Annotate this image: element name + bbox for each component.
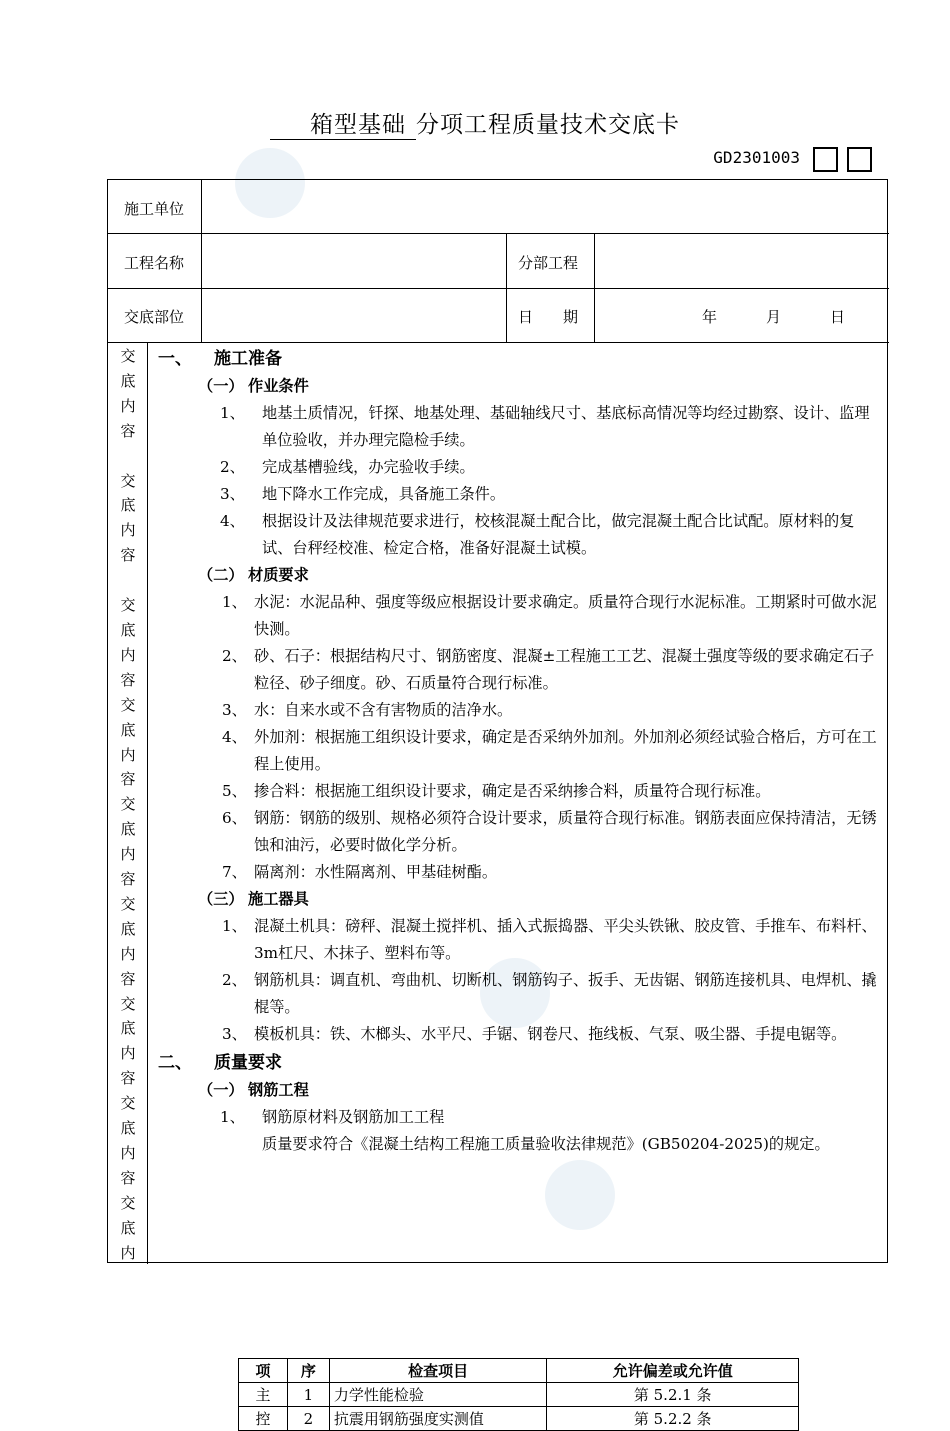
side-label-char: 容 [120, 969, 136, 988]
table-row [239, 1407, 799, 1431]
division-label: 分部工程 [518, 254, 579, 272]
side-label-char: 底 [120, 820, 136, 839]
column-header: 允许偏差或允许值 [547, 1359, 799, 1383]
list-item: 2、 完成基槽验线，办完验收手续。 [220, 458, 475, 476]
material-requirements-list [158, 589, 882, 886]
seq-cell: 1 [287, 1383, 329, 1407]
subsection-heading: （二） 材质要求 [198, 566, 309, 584]
handover-form [107, 179, 888, 1428]
handover-part-label: 交底部位 [124, 308, 185, 326]
side-label-char: 底 [120, 371, 136, 390]
side-label-char: 交 [120, 1094, 136, 1113]
tools-list [158, 913, 882, 1048]
side-label-char: 内 [120, 745, 136, 764]
side-label-char: 内 [120, 645, 136, 664]
section-heading: 二、 质量要求 [158, 1053, 282, 1073]
side-label-char: 内 [120, 521, 136, 540]
work-conditions-list [158, 400, 882, 562]
project-name-label: 工程名称 [124, 254, 185, 272]
column-header: 序 [287, 1359, 329, 1383]
side-label-char [108, 568, 148, 593]
group-label: 主 [239, 1383, 288, 1407]
table-header-row [239, 1359, 799, 1383]
side-label-char: 交 [120, 695, 136, 714]
subsection-heading: （一） 作业条件 [198, 377, 309, 395]
document-title [0, 106, 950, 140]
side-label-char: 容 [120, 1069, 136, 1088]
side-label-char: 容 [120, 670, 136, 689]
side-label-char: 底 [120, 1019, 136, 1038]
side-label-char: 容 [120, 770, 136, 789]
table-row [239, 1383, 799, 1407]
project-type: 箱型基础 [270, 106, 416, 140]
side-label-char: 交 [120, 894, 136, 913]
date-month: 月 [766, 308, 782, 326]
list-item: 4、 外加剂：根据施工组织设计要求，确定是否采纳外加剂。外加剂必须经试验合格后，方可在工程上使用。 [222, 728, 877, 773]
side-label-char: 交 [120, 347, 136, 365]
list-item: 1、 地基土质情况，钎探、地基处理、基础轴线尺寸、基底标高情况等均经过勘察、设计、监理单位验收，并办理完隐检手续。 [220, 404, 870, 449]
side-label-column [108, 344, 148, 1266]
date-year: 年 [702, 308, 718, 326]
list-item: 2、 砂、石子：根据结构尺寸、钢筋密度、混凝±工程施工工艺、混凝土强度等级的要求确定石子粒径、砂子细度。砂、石质量符合现行标准。 [222, 647, 875, 692]
list-item: 3、 模板机具：铁、木榔头、水平尺、手锯、钢卷尺、拖线板、气泵、吸尘器、手提电锯等。 [222, 1025, 847, 1043]
side-label-char: 交 [120, 596, 136, 615]
side-label-char: 底 [120, 720, 136, 739]
section-heading: 一、 施工准备 [158, 349, 282, 369]
subsection-heading: （三） 施工器具 [198, 890, 309, 908]
column-header: 检查项目 [329, 1359, 547, 1383]
seq-cell: 2 [287, 1407, 329, 1431]
checkbox[interactable] [847, 147, 872, 172]
quality-requirement-paragraph: 质量要求符合《混凝土结构工程施工质量验收法律规范》(GB50204-2025)的规定。 [262, 1135, 830, 1153]
handover-content [158, 346, 882, 1158]
list-item: 7、 隔离剂：水性隔离剂、甲基硅树酯。 [222, 863, 497, 881]
list-item: 5、 掺合料：根据施工组织设计要求，确定是否采纳掺合料，质量符合现行标准。 [222, 782, 771, 800]
value-cell: 第 5.2.1 条 [547, 1383, 799, 1407]
side-label-char: 内 [120, 944, 136, 963]
side-label-char: 底 [120, 1218, 136, 1237]
side-label-char: 交 [120, 1193, 136, 1212]
side-label-char: 底 [120, 1119, 136, 1138]
side-label-char: 容 [120, 1168, 136, 1187]
side-label-char: 内 [120, 1243, 136, 1262]
construction-unit-label: 施工单位 [124, 200, 185, 218]
side-label-char: 底 [120, 919, 136, 938]
list-item: 3、 地下降水工作完成，具备施工条件。 [220, 485, 505, 503]
list-item: 1、 水泥：水泥品种、强度等级应根据设计要求确定。质量符合现行水泥标准。工期紧时可做水泥快测。 [222, 593, 877, 638]
list-item: 1、 混凝土机具：磅秤、混凝土搅拌机、插入式振捣器、平尖头铁锹、胶皮管、手推车、布料杆、3m杠尺、木抹子、塑料布等。 [222, 917, 877, 962]
list-item: 1、 钢筋原材料及钢筋加工工程 [220, 1108, 445, 1126]
side-label-char: 交 [120, 994, 136, 1013]
item-cell: 力学性能检验 [329, 1383, 547, 1407]
title-suffix: 分项工程质量技术交底卡 [416, 112, 680, 138]
value-cell: 第 5.2.2 条 [547, 1407, 799, 1431]
side-label-char: 容 [120, 870, 136, 889]
column-header: 项 [239, 1359, 288, 1383]
list-item: 2、 钢筋机具：调直机、弯曲机、切断机、钢筋钩子、扳手、无齿锯、钢筋连接机具、电焊机、撬棍等。 [222, 971, 877, 1016]
side-label-char: 交 [120, 795, 136, 814]
list-item: 6、 钢筋：钢筋的级别、规格必须符合设计要求，质量符合现行标准。钢筋表面应保持清洁，无锈蚀和油污，必要时做化学分析。 [222, 809, 877, 854]
document-code: GD2301003 [713, 148, 800, 167]
date-day: 日 [830, 308, 846, 326]
list-item: 3、 水：自来水或不含有害物质的洁净水。 [222, 701, 513, 719]
side-label-char: 内 [120, 396, 136, 415]
list-item: 4、 根据设计及法律规范要求进行，校核混凝土配合比，做完混凝土配合比试配。原材料的复试、台秤经校准、检定合格，准备好混凝土试模。 [220, 512, 855, 557]
side-label-char: 内 [120, 845, 136, 864]
inspection-table [238, 1358, 799, 1431]
side-label-char: 底 [120, 496, 136, 515]
subsection-heading: （一） 钢筋工程 [198, 1081, 309, 1099]
date-label: 日 期 [518, 308, 579, 326]
side-label-char: 内 [120, 1144, 136, 1162]
group-label: 控 [239, 1407, 288, 1431]
side-label-char: 内 [120, 1044, 136, 1063]
checkbox[interactable] [813, 147, 838, 172]
side-label-char: 底 [120, 620, 136, 639]
side-label-char [108, 444, 148, 469]
side-label-char: 交 [120, 471, 136, 490]
side-label-char: 容 [120, 421, 136, 440]
side-label-char: 容 [120, 546, 136, 565]
item-cell: 抗震用钢筋强度实测值 [329, 1407, 547, 1431]
